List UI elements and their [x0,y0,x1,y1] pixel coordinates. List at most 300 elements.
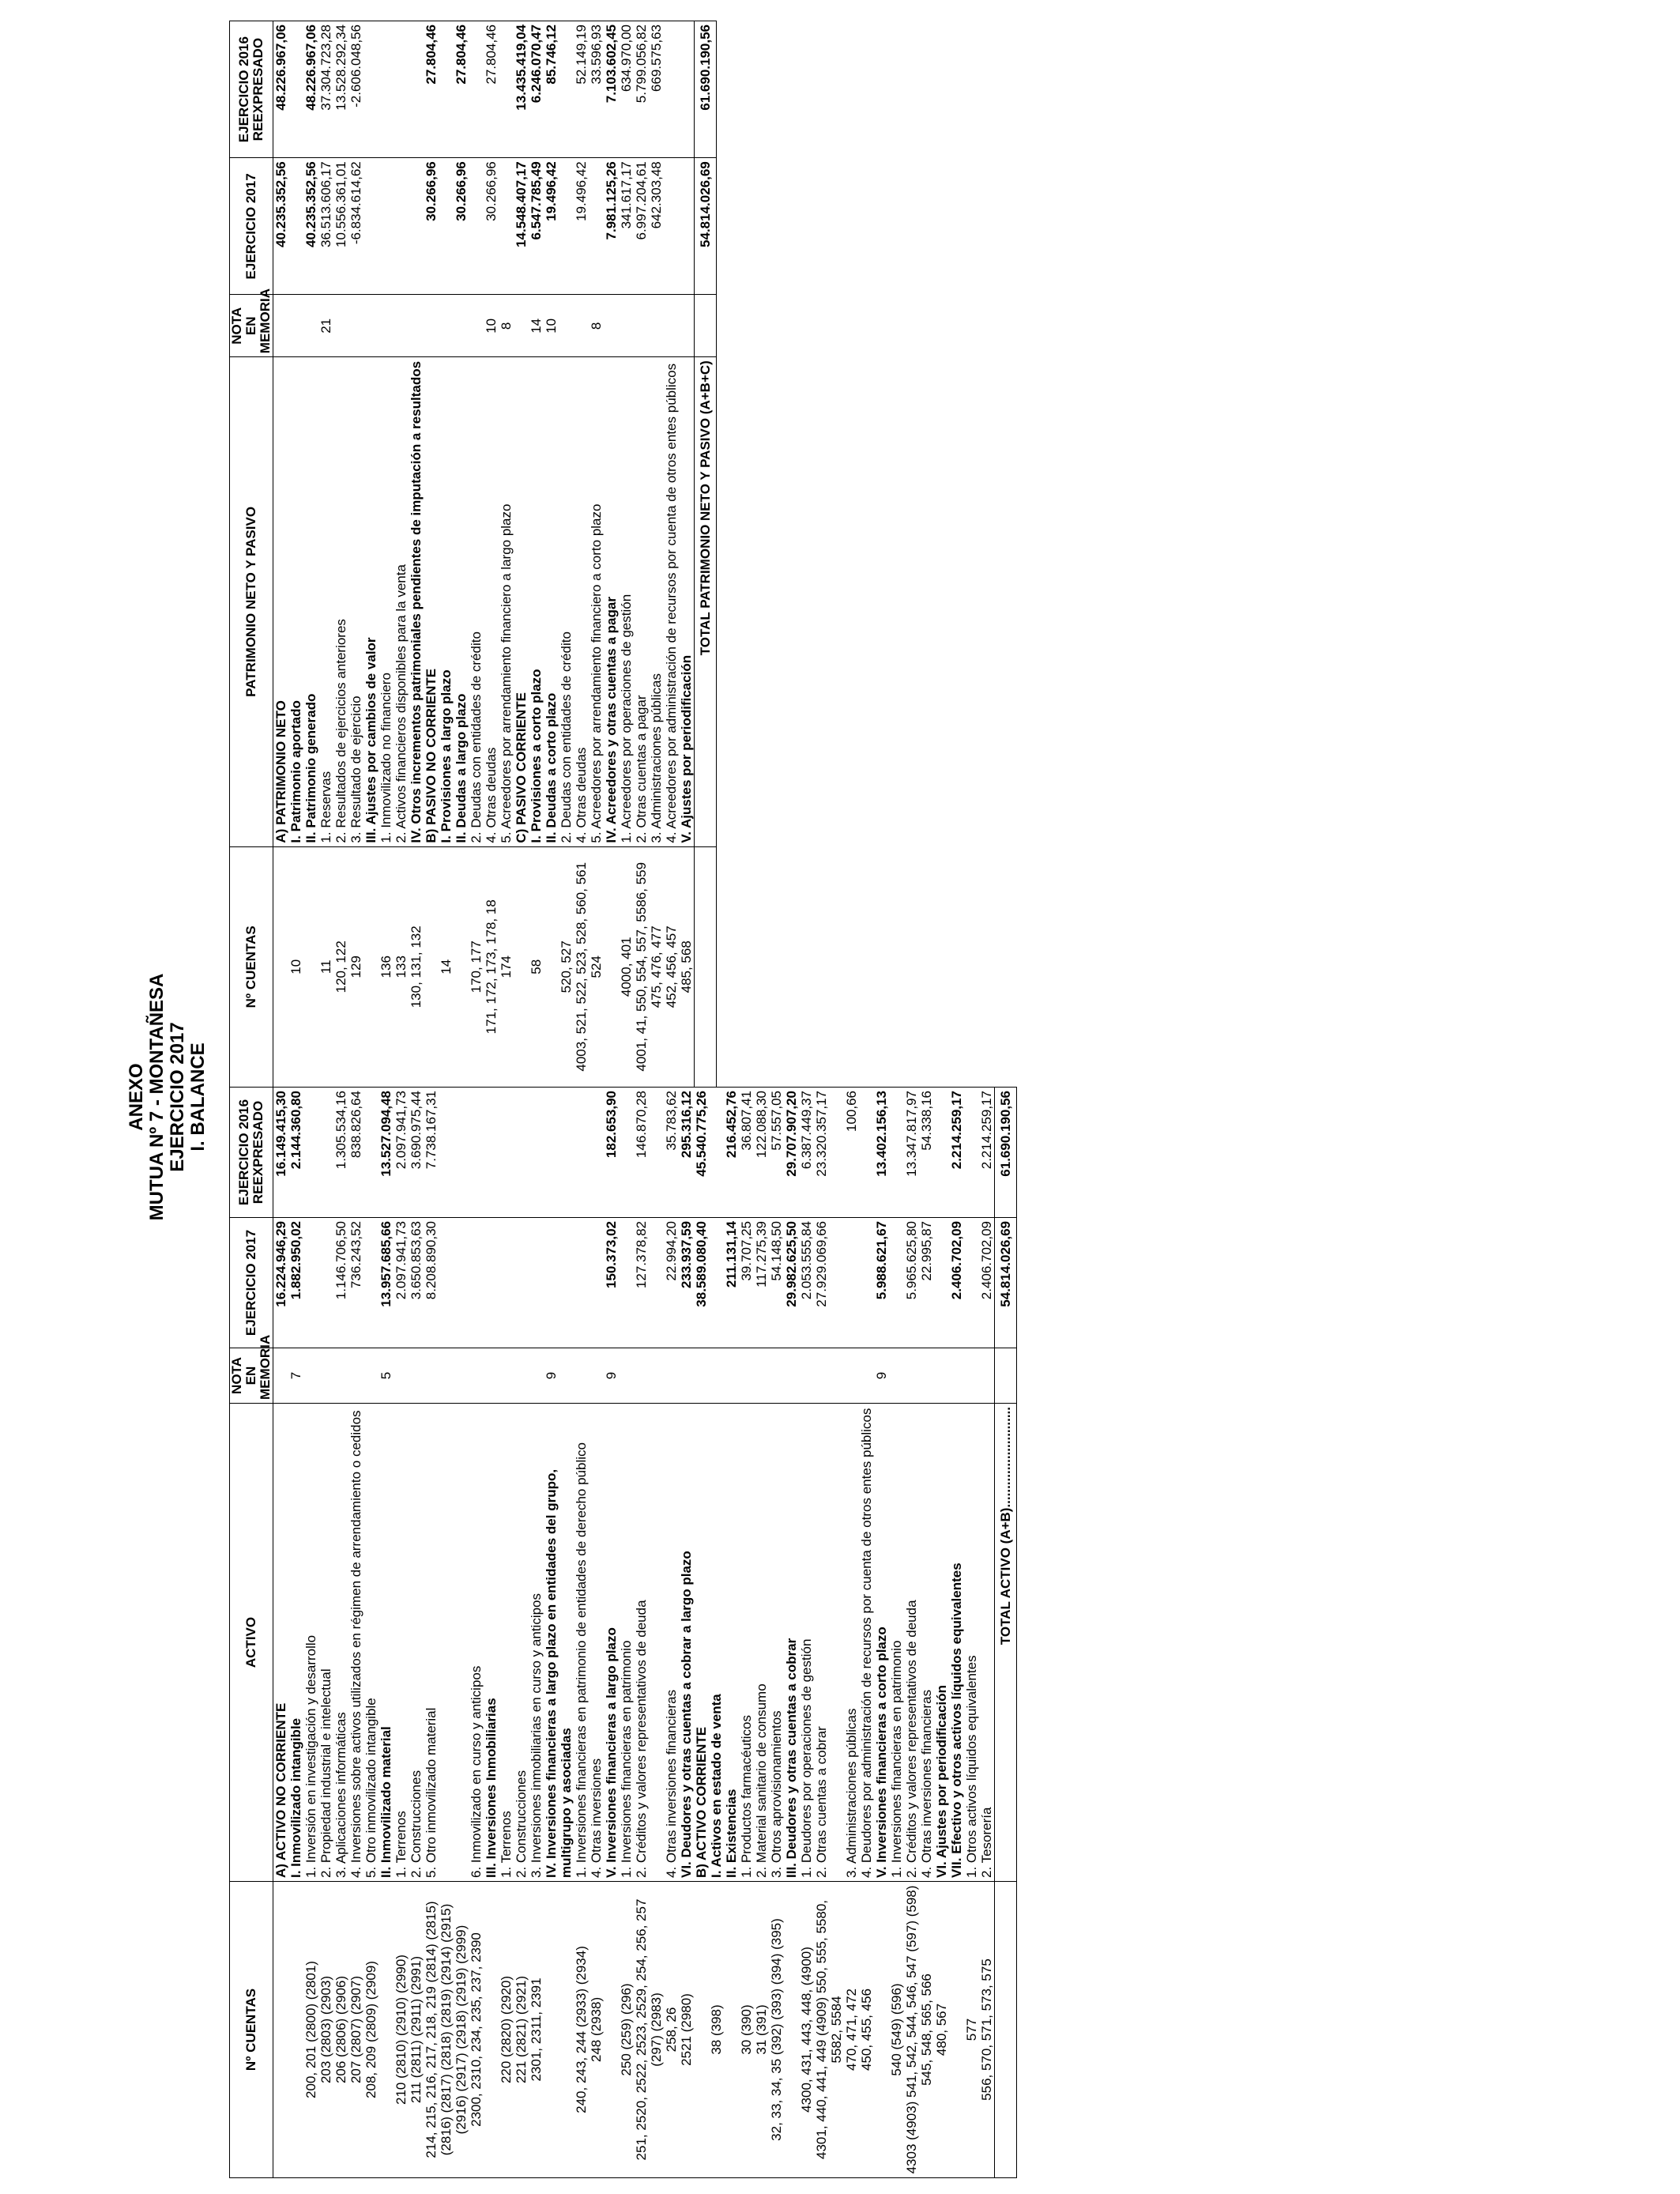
pasivo-row [363,21,379,1088]
activo-col-nota: NOTA EN MEMORIA [230,1348,273,1404]
activo-cell-nota [709,1348,724,1404]
activo-cell-cuentas [604,1882,619,2178]
activo-cell-nota [574,1348,589,1404]
activo-cell-2016: 2.214.259,17 [949,1088,964,1218]
pasivo-cell-nota [333,295,348,357]
pasivo-cell-cuentas [273,846,289,1087]
activo-cell-nota [934,1348,949,1404]
pasivo-row [379,21,394,1088]
activo-row [859,1088,874,2178]
pasivo-cell-2017 [664,158,679,295]
activo-cell-nota [333,1348,348,1404]
activo-cell-2017 [499,1218,514,1348]
activo-cell-concepto: 2. Tesorería [979,1404,995,1882]
pasivo-cell-2016 [439,21,454,158]
activo-cell-cuentas: 38 (398) [709,1882,724,2178]
activo-cell-cuentas: 207 (2807) (2907) [348,1882,363,2178]
pasivo-cell-2016: 13.435.419,04 [514,21,529,158]
activo-cell-2016: 216.452,76 [724,1088,739,1218]
activo-cell-concepto: 3. Inversiones inmobiliarias en curso y anticipos [529,1404,544,1882]
pasivo-cell-concepto: 3. Administraciones públicas [649,357,664,846]
activo-cell-concepto: 5. Otro inmovilizado material [424,1404,469,1882]
activo-row [484,1088,499,2178]
activo-cell-cuentas: 480, 567 [934,1882,949,2178]
activo-cell-concepto: 1. Terrenos [394,1404,409,1882]
activo-cell-2017 [544,1218,574,1348]
activo-cell-2017: 13.957.685,66 [379,1218,394,1348]
activo-cell-2016 [574,1088,589,1218]
pasivo-cell-2017 [379,158,394,295]
pasivo-cell-nota [604,295,619,357]
pasivo-cell-nota [649,295,664,357]
activo-row [949,1088,964,2178]
pasivo-cell-2017 [409,158,424,295]
activo-cell-nota [814,1348,844,1404]
pasivo-cell-nota [348,295,363,357]
pasivo-row [589,21,604,1088]
activo-cell-2017 [889,1218,904,1348]
activo-cell-cuentas: 2521 (2980) [679,1882,694,2178]
pasivo-cell-nota [664,295,679,357]
activo-total-row [995,1088,1017,2178]
activo-row [529,1088,544,2178]
pasivo-row [499,21,514,1088]
activo-cell-concepto: V. Inversiones financieras a corto plazo [874,1404,889,1882]
activo-row [363,1088,379,2178]
pasivo-cell-nota: 21 [318,295,333,357]
pasivo-cell-2016 [469,21,484,158]
activo-row [619,1088,634,2178]
activo-cell-2017: 2.406.702,09 [979,1218,995,1348]
activo-cell-concepto: II. Inmovilizado material [379,1404,394,1882]
activo-row [499,1088,514,2178]
activo-cell-2016 [889,1088,904,1218]
pasivo-row [439,21,454,1088]
pasivo-cell-2016 [499,21,514,158]
pasivo-cell-2016 [288,21,303,158]
pasivo-cell-cuentas: 133 [394,846,409,1087]
activo-row [874,1088,889,2178]
doc-title-anexo: ANEXO [126,1063,147,1131]
pasivo-cell-2016: -2.606.048,56 [348,21,363,158]
activo-cell-2017 [619,1218,634,1348]
activo-cell-cuentas: 248 (2938) [589,1882,604,2178]
pasivo-cell-cuentas: 524 [589,846,604,1087]
pasivo-cell-nota [469,295,484,357]
pasivo-cell-concepto: 2. Deudas con entidades de crédito [559,357,574,846]
activo-row [634,1088,664,2178]
activo-cell-cuentas: 240, 243, 244 (2933) (2934) [574,1882,589,2178]
activo-row [694,1088,709,2178]
pasivo-cell-2017 [363,158,379,295]
activo-cell-cuentas: 32, 33, 34, 35 (392) (393) (394) (395) [769,1882,784,2178]
activo-cell-2017: 22.994,20 [664,1218,679,1348]
activo-cell-concepto: 3. Aplicaciones informáticas [333,1404,348,1882]
pasivo-cell-concepto: IV. Otros incrementos patrimoniales pendientes de imputación a resultados [409,357,424,846]
activo-cell-nota [949,1348,964,1404]
activo-cell-2016: 182.653,90 [604,1088,619,1218]
activo-row [904,1088,919,2178]
pasivo-cell-nota [409,295,424,357]
activo-cell-2016: 13.402.156,13 [874,1088,889,1218]
activo-cell-nota: 5 [379,1348,394,1404]
pasivo-cell-nota [574,295,589,357]
activo-cell-2016: 295.316,12 [679,1088,694,1218]
activo-cell-nota [844,1348,859,1404]
activo-row [739,1088,754,2178]
pasivo-row [679,21,695,1088]
activo-row [514,1088,529,2178]
activo-cell-concepto: 1. Inversiones financieras en patrimonio [889,1404,904,1882]
pasivo-row [619,21,634,1088]
pasivo-cell-concepto: 5. Acreedores por arrendamiento financiero a corto plazo [589,357,604,846]
activo-cell-2017: 29.982.625,50 [784,1218,799,1348]
activo-row [273,1088,289,2178]
pasivo-cell-nota: 10 [544,295,559,357]
activo-cell-nota [394,1348,409,1404]
activo-row [799,1088,814,2178]
activo-cell-nota [469,1348,484,1404]
pasivo-row [348,21,363,1088]
activo-cell-nota [529,1348,544,1404]
activo-row [589,1088,604,2178]
activo-cell-cuentas: 470, 471, 472 [844,1882,859,2178]
activo-cell-nota [303,1348,318,1404]
activo-row [724,1088,739,2178]
pasivo-row [318,21,333,1088]
pasivo-cell-nota: 10 [484,295,499,357]
activo-cell-nota [619,1348,634,1404]
activo-cell-concepto: VI. Ajustes por periodificación [934,1404,949,1882]
activo-cell-concepto: 2. Material sanitario de consumo [754,1404,769,1882]
activo-cell-nota [634,1348,664,1404]
activo-row [814,1088,844,2178]
activo-cell-2016 [303,1088,318,1218]
activo-cell-cuentas: 258, 26 [664,1882,679,2178]
activo-cell-cuentas: 251, 2520, 2522, 2523, 2529, 254, 256, 257 (297) (2983) [634,1882,664,2178]
pasivo-cell-cuentas: 129 [348,846,363,1087]
pasivo-cell-cuentas: 120, 122 [333,846,348,1087]
activo-cell-2017 [709,1218,724,1348]
activo-cell-nota: 9 [874,1348,889,1404]
activo-col-cuentas: Nº CUENTAS [230,1882,273,2178]
activo-cell-2017: 27.929.069,66 [814,1218,844,1348]
activo-cell-nota [784,1348,799,1404]
activo-cell-2017: 233.937,59 [679,1218,694,1348]
activo-cell-2016: 2.214.259,17 [979,1088,995,1218]
pasivo-cell-concepto: I. Provisiones a corto plazo [529,357,544,846]
activo-cell-cuentas: 4301, 440, 441, 449 (4909) 550, 555, 5580, 5582, 5584 [814,1882,844,2178]
pasivo-cell-concepto: 5. Acreedores por arrendamiento financiero a largo plazo [499,357,514,846]
doc-title-mutua: MUTUA Nº 7 - MONTAÑESA [146,973,168,1221]
pasivo-cell-cuentas: 452, 456, 457 [664,846,679,1087]
activo-cell-2017: 39.707,25 [739,1218,754,1348]
activo-cell-concepto: III. Deudores y otras cuentas a cobrar [784,1404,799,1882]
pasivo-cell-cuentas [424,846,439,1087]
pasivo-cell-2016 [559,21,574,158]
activo-cell-2016: 16.149.415,30 [273,1088,289,1218]
activo-cell-cuentas: 577 [964,1882,979,2178]
pasivo-cell-nota: 8 [589,295,604,357]
pasivo-cell-cuentas: 485, 568 [679,846,695,1087]
pasivo-total-label: TOTAL PATRIMONIO NETO Y PASIVO (A+B+C) [695,357,717,846]
pasivo-cell-cuentas [303,846,318,1087]
activo-cell-nota [424,1348,469,1404]
activo-cell-concepto: 3. Administraciones públicas [844,1404,859,1882]
activo-cell-2017 [964,1218,979,1348]
pasivo-cell-2016: 634.970,00 [619,21,634,158]
pasivo-cell-2016 [679,21,695,158]
pasivo-cell-concepto: 1. Reservas [318,357,333,846]
activo-cell-2016: 57.557,05 [769,1088,784,1218]
activo-cell-2016 [318,1088,333,1218]
activo-row [934,1088,949,2178]
doc-title-ejercicio: EJERCICIO 2017 [167,1022,188,1172]
activo-row [303,1088,318,2178]
activo-row [318,1088,333,2178]
pasivo-cell-2016: 85.746,12 [544,21,559,158]
activo-cell-nota [484,1348,499,1404]
activo-cell-2016: 7.738.167,31 [424,1088,469,1218]
activo-cell-nota: 9 [544,1348,574,1404]
activo-cell-2016: 36.807,41 [739,1088,754,1218]
pasivo-row [303,21,318,1088]
pasivo-row [649,21,664,1088]
activo-cell-2017 [303,1218,318,1348]
pasivo-cell-cuentas: 4000, 401 [619,846,634,1087]
activo-cell-nota [273,1348,289,1404]
activo-cell-2016: 54.338,16 [919,1088,934,1218]
activo-cell-2017: 5.965.625,80 [904,1218,919,1348]
pasivo-cell-concepto: A) PATRIMONIO NETO [273,357,289,846]
pasivo-cell-concepto: 3. Resultado de ejercicio [348,357,363,846]
activo-col-concepto: ACTIVO [230,1404,273,1882]
pasivo-cell-concepto: I. Provisiones a largo plazo [439,357,454,846]
activo-cell-concepto: III. Inversiones Inmobiliarias [484,1404,499,1882]
activo-row [379,1088,394,2178]
pasivo-row [424,21,439,1088]
pasivo-cell-cuentas: 14 [439,846,454,1087]
pasivo-cell-cuentas: 171, 172, 173, 178, 18 [484,846,499,1087]
pasivo-cell-concepto: 4. Otras deudas [574,357,589,846]
doc-title-balance: I. BALANCE [187,1042,209,1152]
activo-row [333,1088,348,2178]
pasivo-cell-nota [439,295,454,357]
pasivo-cell-concepto: II. Deudas a largo plazo [454,357,469,846]
activo-cell-cuentas: 211 (2811) (2911) (2991) [409,1882,424,2178]
pasivo-row [394,21,409,1088]
pasivo-cell-nota [619,295,634,357]
pasivo-cell-concepto: B) PASIVO NO CORRIENTE [424,357,439,846]
activo-cell-2016 [484,1088,499,1218]
pasivo-cell-2016 [363,21,379,158]
activo-cell-concepto: VII. Efectivo y otros activos líquidos equivalentes [949,1404,964,1882]
activo-cell-cuentas [288,1882,303,2178]
pasivo-cell-concepto: IV. Acreedores y otras cuentas a pagar [604,357,619,846]
pasivo-cell-2017: 36.513.606,17 [318,158,333,295]
activo-cell-concepto: 2. Créditos y valores representativos de deuda [904,1404,919,1882]
pasivo-cell-2016: 33.596,93 [589,21,604,158]
activo-cell-2017 [859,1218,874,1348]
activo-cell-2016: 13.347.817,97 [904,1088,919,1218]
activo-cell-cuentas [784,1882,799,2178]
activo-cell-2017 [318,1218,333,1348]
activo-row [469,1088,484,2178]
activo-cell-2017: 117.275,39 [754,1218,769,1348]
pasivo-cell-2016: 5.799.056,82 [634,21,649,158]
activo-cell-cuentas: 221 (2821) (2921) [514,1882,529,2178]
pasivo-row [454,21,469,1088]
pasivo-row [333,21,348,1088]
activo-cell-concepto: I. Inmovilizado intangible [288,1404,303,1882]
activo-cell-2017: 3.650.853,63 [409,1218,424,1348]
pasivo-cell-2016: 669.575,63 [649,21,664,158]
activo-cell-2016: 2.097.941,73 [394,1088,409,1218]
pasivo-cell-nota: 14 [529,295,544,357]
activo-cell-2016 [964,1088,979,1218]
activo-cell-concepto: 1. Otros activos líquidos equivalentes [964,1404,979,1882]
activo-cell-nota [799,1348,814,1404]
activo-cell-nota: 7 [288,1348,303,1404]
pasivo-cell-cuentas: 58 [529,846,544,1087]
activo-cell-2016 [589,1088,604,1218]
activo-cell-cuentas [874,1882,889,2178]
activo-cell-2016 [514,1088,529,1218]
activo-cell-nota [363,1348,379,1404]
activo-cell-nota [904,1348,919,1404]
pasivo-cell-2017 [469,158,484,295]
activo-cell-2016 [619,1088,634,1218]
pasivo-cell-concepto: II. Patrimonio generado [303,357,318,846]
activo-cell-concepto: 4. Otras inversiones financieras [919,1404,934,1882]
pasivo-cell-concepto: III. Ajustes por cambios de valor [363,357,379,846]
activo-cell-concepto: 2. Créditos y valores representativos de deuda [634,1404,664,1882]
activo-cell-concepto: B) ACTIVO CORRIENTE [694,1404,709,1882]
pasivo-cell-concepto: 4. Acreedores por administración de recursos por cuenta de otros entes públicos [664,357,679,846]
activo-cell-concepto: VI. Deudores y otras cuentas a cobrar a largo plazo [679,1404,694,1882]
pasivo-cell-cuentas [363,846,379,1087]
pasivo-cell-2016: 27.804,46 [454,21,469,158]
pasivo-cell-concepto: 1. Inmovilizado no financiero [379,357,394,846]
activo-cell-2017: 1.882.950,02 [288,1218,303,1348]
pasivo-row [634,21,649,1088]
activo-cell-2016 [934,1088,949,1218]
pasivo-cell-2016 [664,21,679,158]
activo-cell-2017 [363,1218,379,1348]
activo-row [574,1088,589,2178]
activo-cell-cuentas [544,1882,574,2178]
pasivo-cell-cuentas: 130, 131, 132 [409,846,424,1087]
activo-cell-2016 [709,1088,724,1218]
activo-table [229,1087,1017,2178]
pasivo-cell-2016: 52.149,19 [574,21,589,158]
activo-cell-2016: 23.320.357,17 [814,1088,844,1218]
activo-cell-cuentas: 220 (2820) (2920) [499,1882,514,2178]
pasivo-cell-nota [379,295,394,357]
activo-cell-2016 [363,1088,379,1218]
activo-header-row [230,1088,273,2178]
activo-cell-cuentas: 203 (2803) (2903) [318,1882,333,2178]
activo-cell-2017 [934,1218,949,1348]
pasivo-cell-cuentas: 10 [288,846,303,1087]
pasivo-cell-cuentas: 475, 476, 477 [649,846,664,1087]
activo-cell-2017 [844,1218,859,1348]
pasivo-cell-cuentas [604,846,619,1087]
pasivo-cell-concepto: 2. Deudas con entidades de crédito [469,357,484,846]
pasivo-header-row [230,21,273,1088]
pasivo-cell-2017: 10.556.361,01 [333,158,348,295]
pasivo-cell-cuentas [544,846,559,1087]
pasivo-table [229,21,717,1088]
activo-cell-cuentas: 540 (549) (596) [889,1882,904,2178]
activo-cell-nota [514,1348,529,1404]
activo-cell-cuentas [273,1882,289,2178]
activo-cell-2016: 29.707.907,20 [784,1088,799,1218]
pasivo-total-row [695,21,717,1088]
activo-cell-concepto: 4. Otras inversiones financieras [664,1404,679,1882]
pasivo-row [664,21,679,1088]
pasivo-cell-2017: 7.981.125,26 [604,158,619,295]
pasivo-cell-2017: -6.834.614,62 [348,158,363,295]
activo-cell-2016: 3.690.975,44 [409,1088,424,1218]
activo-cell-nota [348,1348,363,1404]
activo-cell-2017: 1.146.706,50 [333,1218,348,1348]
pasivo-cell-2017 [439,158,454,295]
activo-cell-concepto: 1. Deudores por operaciones de gestión [799,1404,814,1882]
activo-row [979,1088,995,2178]
activo-cell-concepto: 1. Inversión en investigación y desarrollo [303,1404,318,1882]
activo-cell-2016 [529,1088,544,1218]
pasivo-cell-2017 [589,158,604,295]
pasivo-row [529,21,544,1088]
pasivo-cell-2017 [288,158,303,295]
pasivo-cell-2017: 19.496,42 [544,158,559,295]
activo-row [348,1088,363,2178]
activo-cell-cuentas: 450, 455, 456 [859,1882,874,2178]
activo-cell-cuentas [724,1882,739,2178]
pasivo-cell-nota [363,295,379,357]
pasivo-col-concepto: PATRIMONIO NETO Y PASIVO [230,357,273,846]
pasivo-row [469,21,484,1088]
pasivo-cell-concepto: 2. Otras cuentas a pagar [634,357,649,846]
activo-cell-2017: 38.589.080,40 [694,1218,709,1348]
activo-cell-2017: 8.208.890,30 [424,1218,469,1348]
activo-cell-2017 [529,1218,544,1348]
activo-cell-2016 [544,1088,574,1218]
activo-cell-2016: 35.783,62 [664,1088,679,1218]
pasivo-cell-2016 [379,21,394,158]
activo-cell-2017: 5.988.621,67 [874,1218,889,1348]
activo-cell-cuentas: 31 (391) [754,1882,769,2178]
activo-cell-cuentas: 2300, 2310, 234, 235, 237, 2390 [469,1882,484,2178]
activo-cell-2017 [574,1218,589,1348]
pasivo-cell-nota: 8 [499,295,514,357]
activo-cell-nota [694,1348,709,1404]
activo-row [394,1088,409,2178]
activo-cell-2017 [469,1218,484,1348]
pasivo-cell-cuentas: 4001, 41, 550, 554, 557, 5586, 559 [634,846,649,1087]
pasivo-cell-2017: 40.235.352,56 [273,158,289,295]
activo-cell-2016: 146.870,28 [634,1088,664,1218]
activo-row [844,1088,859,2178]
pasivo-cell-cuentas [454,846,469,1087]
pasivo-cell-2017 [499,158,514,295]
pasivo-cell-2016: 27.804,46 [424,21,439,158]
pasivo-row [574,21,589,1088]
activo-row [664,1088,679,2178]
activo-cell-concepto: 2. Construcciones [514,1404,529,1882]
activo-cell-concepto: II. Existencias [724,1404,739,1882]
